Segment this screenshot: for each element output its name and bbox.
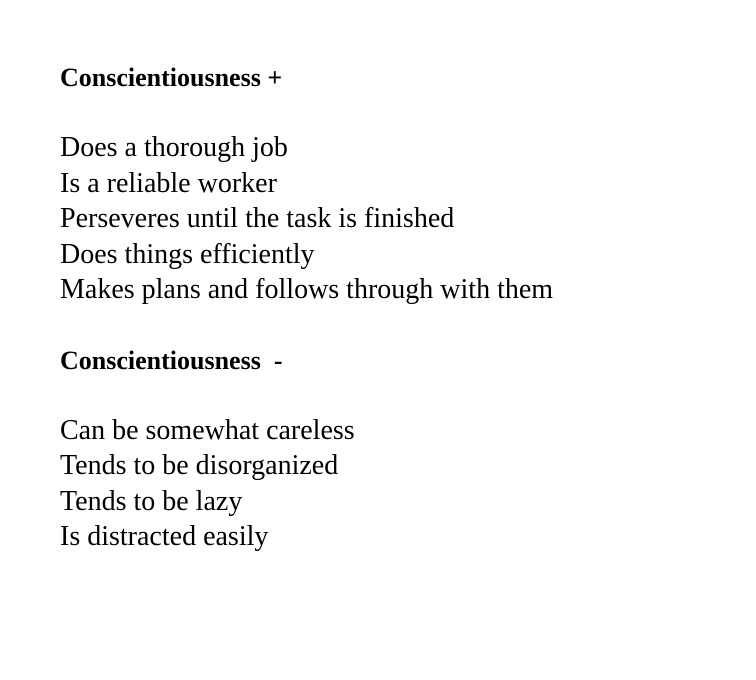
list-item: Can be somewhat careless (60, 414, 355, 446)
trait-list-negative (60, 413, 740, 555)
list-item: Makes plans and follows through with them (60, 274, 554, 305)
section-title-negative: Conscientiousness - (60, 345, 283, 375)
list-item: Tends to be disorganized (60, 450, 339, 481)
list-item: Perseveres until the task is finished (60, 203, 455, 234)
section-conscientiousness-negative (60, 343, 740, 555)
list-item: Is a reliable worker (60, 167, 277, 199)
section-title-positive: Conscientiousness + (60, 63, 283, 92)
list-item: Is distracted easily (60, 521, 269, 552)
document (60, 60, 740, 555)
list-item: Tends to be lazy (60, 485, 243, 517)
section-conscientiousness-positive (60, 60, 740, 308)
list-item: Does a thorough job (60, 132, 288, 163)
list-item: Does things efficiently (60, 238, 315, 270)
trait-list-positive (60, 130, 740, 308)
